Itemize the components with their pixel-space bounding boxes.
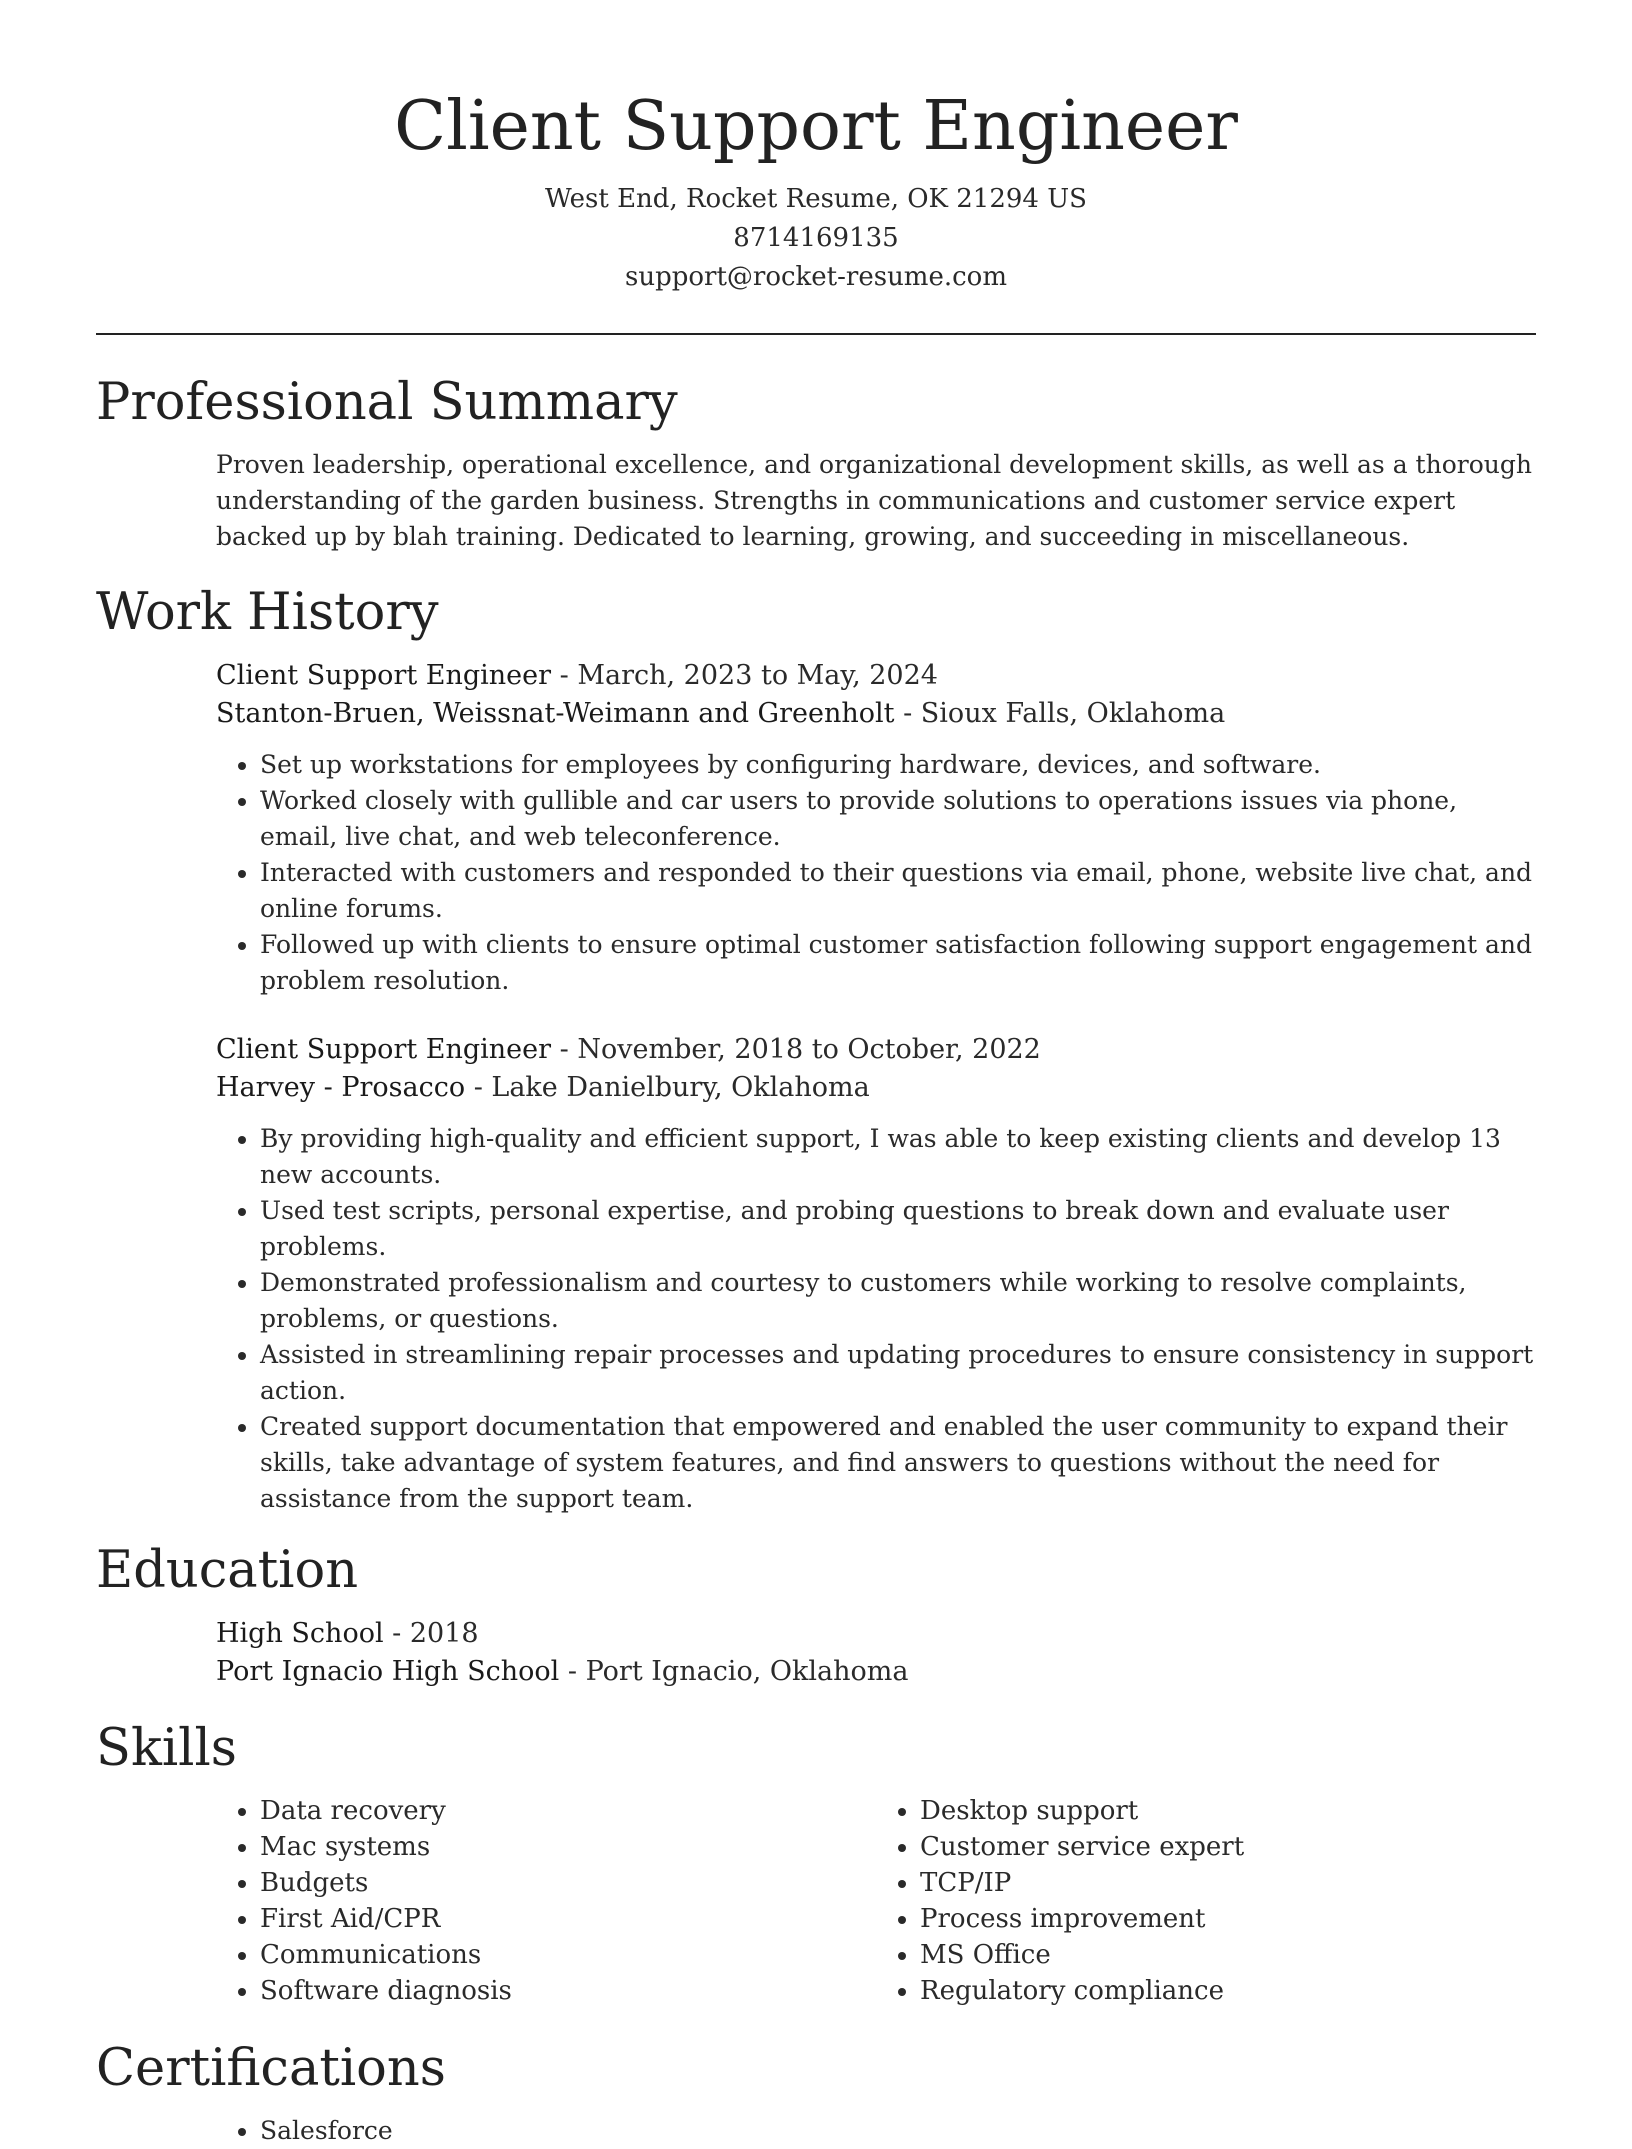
skills-title: Skills	[96, 1719, 237, 1778]
summary-text: Proven leadership, operational excellence, and organizational development skills, as well as a thorough understanding of the garden business. Strengths in communications and customer service expert backed up by blah training. Dedicated to learning, growing, and succeeding in miscellaneous.	[216, 450, 1532, 551]
job-company: Harvey - Prosacco	[216, 1072, 466, 1103]
education-school-line	[216, 1653, 1536, 1691]
job-title-line	[216, 657, 1536, 695]
skill-item: • Communications	[260, 1937, 876, 1973]
job-bullet: • Demonstrated professionalism and courtesy to customers while working to resolve complaints, problems, or questions.	[260, 1265, 1536, 1337]
contact-address: West End, Rocket Resume, OK 21294 US	[545, 184, 1087, 214]
summary-title: Professional Summary	[96, 373, 678, 432]
certifications-title: Certifications	[96, 2039, 446, 2098]
education-school: Port Ignacio High School	[216, 1656, 560, 1687]
skill-item: • Mac systems	[260, 1829, 876, 1865]
candidate-name: Client Support Engineer	[394, 87, 1238, 166]
skill-item: • Desktop support	[920, 1793, 1536, 1829]
job-bullets	[216, 747, 1536, 999]
contact-block	[96, 180, 1536, 297]
education-degree: High School	[216, 1618, 384, 1649]
skill-item: • First Aid/CPR	[260, 1901, 876, 1937]
job-bullet: • Created support documentation that empowered and enabled the user community to expand their skills, take advantage of system features, and find answers to questions without the need for assistance from the support team.	[260, 1409, 1536, 1517]
education-degree-line	[216, 1615, 1536, 1653]
job-bullet: • Worked closely with gullible and car users to provide solutions to operations issues via phone, email, live chat, and web teleconference.	[260, 783, 1536, 855]
job-company: Stanton-Bruen, Weissnat-Weimann and Greenholt	[216, 698, 895, 729]
certification-item: • Salesforce	[260, 2113, 1536, 2149]
skill-item: • Software diagnosis	[260, 1973, 876, 2009]
certifications-list	[216, 2113, 1536, 2149]
job-bullets	[216, 1121, 1536, 1517]
job-bullet: • Assisted in streamlining repair processes and updating procedures to ensure consistency in support action.	[260, 1337, 1536, 1409]
education-location: - Port Ignacio, Oklahoma	[559, 1656, 909, 1687]
job-location: - Lake Danielbury, Oklahoma	[465, 1072, 870, 1103]
skill-item: • Process improvement	[920, 1901, 1536, 1937]
header-divider	[96, 333, 1536, 335]
education-section	[96, 1539, 1536, 1691]
job-role: Client Support Engineer	[216, 1034, 552, 1065]
skills-grid	[216, 1793, 1536, 2009]
job-dates: - March, 2023 to May, 2024	[551, 660, 938, 691]
contact-phone: 8714169135	[733, 223, 899, 253]
job-bullet: • Interacted with customers and responded to their questions via email, phone, website live chat, and online forums.	[260, 855, 1536, 927]
skills-list-left	[216, 1793, 876, 2009]
skills-section	[96, 1717, 1536, 2009]
education-title: Education	[96, 1541, 359, 1600]
certifications-section	[96, 2037, 1536, 2149]
job-dates: - November, 2018 to October, 2022	[551, 1034, 1041, 1065]
contact-email: support@rocket-resume.com	[624, 262, 1007, 292]
skill-item: • Data recovery	[260, 1793, 876, 1829]
job-location: - Sioux Falls, Oklahoma	[894, 698, 1226, 729]
job-bullet: • Used test scripts, personal expertise, and probing questions to break down and evaluate user problems.	[260, 1193, 1536, 1265]
job-bullet: • Followed up with clients to ensure optimal customer satisfaction following support engagement and problem resolution.	[260, 927, 1536, 999]
skill-item: • Budgets	[260, 1865, 876, 1901]
summary-section	[96, 371, 1536, 555]
job-entry	[96, 657, 1536, 999]
job-role: Client Support Engineer	[216, 660, 552, 691]
education-year: - 2018	[383, 1618, 479, 1649]
skill-item: • MS Office	[920, 1937, 1536, 1973]
skill-item: • TCP/IP	[920, 1865, 1536, 1901]
skills-list-right	[876, 1793, 1536, 2009]
job-company-line	[216, 695, 1536, 733]
job-title-line	[216, 1031, 1536, 1069]
job-entry	[96, 1031, 1536, 1517]
job-bullet: • By providing high-quality and efficient support, I was able to keep existing clients and develop 13 new accounts.	[260, 1121, 1536, 1193]
work-history-section	[96, 581, 1536, 1517]
skill-item: • Regulatory compliance	[920, 1973, 1536, 2009]
resume-header	[96, 0, 1536, 297]
job-company-line	[216, 1069, 1536, 1107]
work-history-title: Work History	[96, 583, 439, 642]
skill-item: • Customer service expert	[920, 1829, 1536, 1865]
job-bullet: • Set up workstations for employees by configuring hardware, devices, and software.	[260, 747, 1536, 783]
